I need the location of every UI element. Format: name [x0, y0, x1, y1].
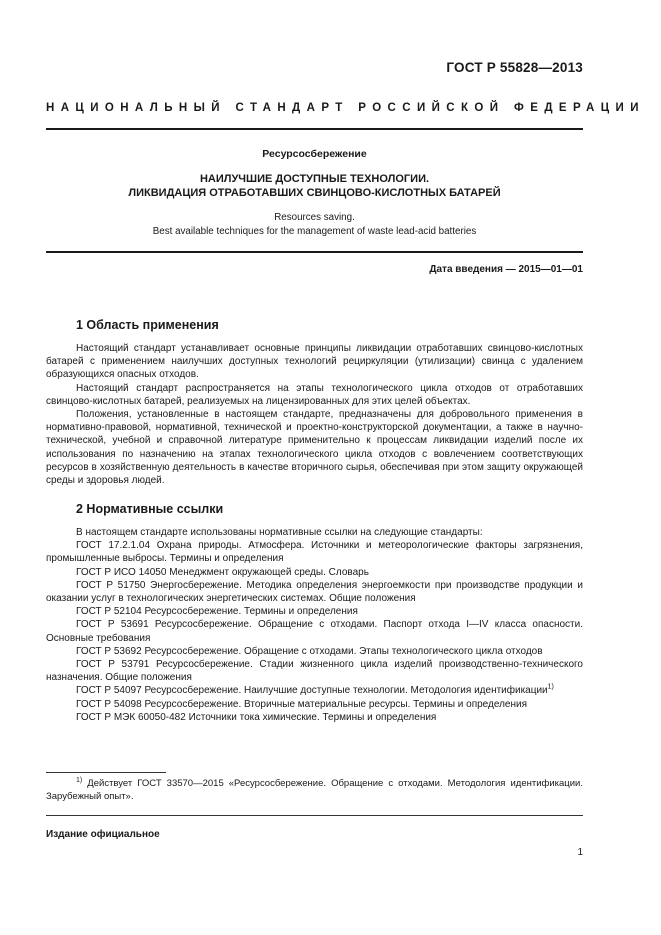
section-1-body — [46, 342, 583, 487]
section-2-body — [46, 526, 583, 724]
reference-item: ГОСТ Р 51750 Энергосбережение. Методика определения энергоемкости при производстве продукции и оказании услуг в технологических энергетических системах. Общие положения — [46, 579, 583, 605]
page-number: 1 — [577, 847, 583, 858]
reference-item — [46, 684, 583, 697]
footnote — [46, 777, 583, 803]
section-1-paragraph: Положения, установленные в настоящем стандарте, предназначены для добровольного применения в нормативно-правовой, нормативной, технической и проектно-конструкторской документации, а также в научно-технической, учебной и справочной литературе применительно к процессам ликвидации изделий после их использования по назначению на этапах технологического цикла отходов с вовлечением соответствующих ресурсов в хозяйственную деятельность в качестве вторичного сырья, обеспечивая при этом защиту окружающей среды и здоровья людей. — [46, 409, 583, 487]
footnote-reference-mark[interactable]: 1) — [547, 684, 554, 692]
reference-item: ГОСТ Р 53691 Ресурсосбережение. Обращение с отходами. Паспорт отхода I—IV класса опасности. Основные требования — [46, 619, 583, 644]
footer-rule — [46, 815, 583, 816]
reference-item: ГОСТ Р 52104 Ресурсосбережение. Термины и определения — [76, 606, 358, 618]
section-1-paragraph: Настоящий стандарт устанавливает основные принципы ликвидации отработавших свинцово-кислотных батарей с применением наилучших доступных технологий рециркуляции (утилизации) свинца с удалением образующихся опасных отходов. — [46, 343, 583, 381]
footnote-paragraph — [46, 777, 583, 803]
reference-item: ГОСТ Р 53692 Ресурсосбережение. Обращение с отходами. Этапы технологического цикла отходов — [76, 645, 543, 657]
effective-date: Дата введения — 2015—01—01 — [429, 264, 583, 275]
title-rule — [46, 251, 583, 253]
reference-item: ГОСТ Р 53791 Ресурсосбережение. Стадии жизненного цикла изделий производственно-технического назначения. Общие положения — [46, 659, 583, 684]
reference-item: ГОСТ Р ИСО 14050 Менеджмент окружающей среды. Словарь — [76, 566, 369, 578]
national-standard-heading: НАЦИОНАЛЬНЫЙ СТАНДАРТ РОССИЙСКОЙ ФЕДЕРАЦИИ — [46, 102, 645, 114]
edition-label: Издание официальное — [46, 829, 160, 840]
section-1-heading: 1 Область применения — [76, 318, 219, 332]
section-2-intro: В настоящем стандарте использованы нормативные ссылки на следующие стандарты: — [76, 527, 483, 538]
title-line-1: НАИЛУЧШИЕ ДОСТУПНЫЕ ТЕХНОЛОГИИ. — [199, 173, 430, 185]
footnote-rule — [46, 772, 166, 773]
reference-item: ГОСТ Р МЭК 60050-482 Источники тока химические. Термины и определения — [76, 711, 437, 723]
document-title — [46, 172, 583, 200]
english-line-1: Resources saving. — [274, 212, 355, 223]
reference-text: ГОСТ Р 54097 Ресурсосбережение. Наилучшие доступные технологии. Методология идентификации — [76, 685, 548, 697]
section-2-heading: 2 Нормативные ссылки — [76, 502, 224, 516]
reference-item: ГОСТ Р 54098 Ресурсосбережение. Вторичные материальные ресурсы. Термины и определения — [76, 698, 528, 710]
subject-line: Ресурсосбережение — [262, 148, 367, 160]
english-line-2: Best available techniques for the management of waste lead-acid batteries — [152, 226, 477, 237]
reference-item: ГОСТ 17.2.1.04 Охрана природы. Атмосфера. Источники и метеорологические факторы загрязнения, промышленные выбросы. Термины и определения — [46, 540, 583, 565]
english-title — [46, 211, 583, 239]
footnote-text: Действует ГОСТ 33570—2015 «Ресурсосбережение. Обращение с отходами. Методология идентификации. Зарубежный опыт». — [46, 778, 583, 802]
section-1-paragraph: Настоящий стандарт распространяется на этапы технологического цикла отходов от отработавших свинцово-кислотных батарей, реализуемых на лицензированных для этих целей объектах. — [46, 382, 583, 407]
header-rule — [46, 128, 583, 130]
title-line-2: ЛИКВИДАЦИЯ ОТРАБОТАВШИХ СВИНЦОВО-КИСЛОТНЫХ БАТАРЕЙ — [128, 187, 501, 199]
standard-number: ГОСТ Р 55828—2013 — [446, 60, 583, 75]
footnote-mark: 1) — [76, 776, 83, 784]
